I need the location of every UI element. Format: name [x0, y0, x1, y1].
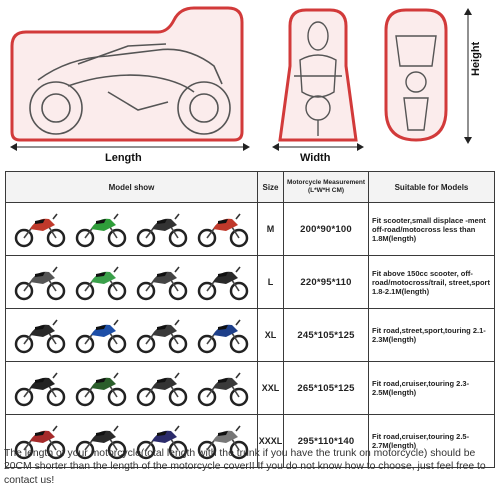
motorcycle-image: [135, 315, 189, 355]
table-row: [6, 256, 495, 309]
model-show-cell: [6, 203, 258, 256]
model-show-cell: [6, 362, 258, 415]
motorcycle-image: [196, 209, 250, 249]
size-cell: XXXL: [258, 415, 284, 468]
side-view-diagram: [8, 6, 252, 146]
header-measurement-title: Motorcycle Measurement: [286, 179, 366, 186]
width-arrow: [272, 142, 364, 152]
header-suitable-models: Suitable for Models: [369, 172, 495, 203]
rear-view-diagram: [374, 6, 458, 146]
table-header-row: [6, 172, 495, 203]
motorcycle-image: [13, 368, 67, 408]
measurement-cell: 200*90*100: [284, 203, 369, 256]
measurement-cell: 265*105*125: [284, 362, 369, 415]
size-cell: XXL: [258, 362, 284, 415]
motorcycle-image: [196, 262, 250, 302]
header-measurement: [284, 172, 369, 203]
motorcycle-image: [135, 262, 189, 302]
bike-images: [6, 256, 257, 308]
motorcycle-image: [74, 209, 128, 249]
bike-images: [6, 309, 257, 361]
model-show-cell: [6, 309, 258, 362]
measurement-cell: 295*110*140: [284, 415, 369, 468]
motorcycle-image: [13, 209, 67, 249]
size-cell: M: [258, 203, 284, 256]
motorcycle-image: [196, 315, 250, 355]
motorcycle-image: [135, 209, 189, 249]
footer-note: The length of your motorcycle(total length with the trunk if you have the trunk on motorcycle) should be 20CM shorter than the length of the motorcycle cover!! If you do not know how to choose, just feel free to contact us!: [4, 448, 486, 486]
motorcycle-image: [74, 315, 128, 355]
measurement-cell: 220*95*110: [284, 256, 369, 309]
height-label: Height: [470, 41, 482, 76]
header-size: Size: [258, 172, 284, 203]
size-table: [5, 171, 495, 468]
motorcycle-image: [13, 315, 67, 355]
size-cell: XL: [258, 309, 284, 362]
table-row: [6, 203, 495, 256]
width-label: Width: [300, 152, 331, 164]
front-view-diagram: [276, 6, 360, 146]
motorcycle-image: [135, 368, 189, 408]
header-model-show: Model show: [6, 172, 258, 203]
length-label: Length: [105, 152, 142, 164]
fit-cell: Fit above 150cc scooter, off-road/motocross/trail, street,sport 1.8-2.1M(length): [369, 256, 495, 309]
fit-cell: Fit road,cruiser,touring 2.3-2.5M(length): [369, 362, 495, 415]
motorcycle-image: [74, 262, 128, 302]
model-show-cell: [6, 256, 258, 309]
fit-cell: Fit scooter,small displace -ment off-road/motocross less than 1.8M(length): [369, 203, 495, 256]
bike-images: [6, 362, 257, 414]
measurement-cell: 245*105*125: [284, 309, 369, 362]
motorcycle-image: [13, 262, 67, 302]
motorcycle-image: [74, 368, 128, 408]
table-row: [6, 309, 495, 362]
height-arrow: [462, 8, 474, 144]
fit-cell: Fit road,street,sport,touring 2.1-2.3M(length): [369, 309, 495, 362]
length-arrow: [10, 142, 250, 152]
motorcycle-image: [196, 368, 250, 408]
bike-images: [6, 203, 257, 255]
fit-cell: Fit road,cruiser,touring 2.5-2.7M(length): [369, 415, 495, 468]
header-measurement-unit: (L*W*H CM): [307, 187, 345, 194]
size-cell: L: [258, 256, 284, 309]
table-row: [6, 362, 495, 415]
